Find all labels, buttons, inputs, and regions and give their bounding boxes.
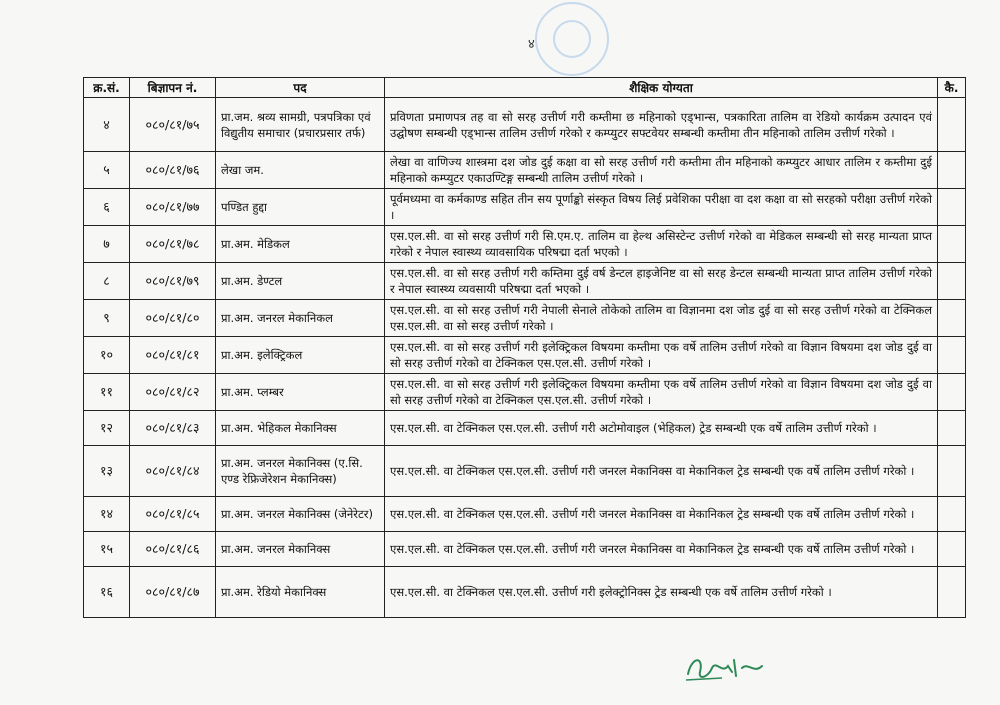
cell-ad-no: ०८०/८१/७९ [130,263,216,300]
cell-sn: १६ [84,567,130,618]
cell-ad-no: ०८०/८१/७७ [130,189,216,226]
cell-sn: ६ [84,189,130,226]
cell-post: प्रा.अम. डेण्टल [216,263,385,300]
cell-remarks [938,263,966,300]
cell-remarks [938,446,966,497]
cell-post: प्रा.अम. जनरल मेकानिक्स (ए.सि. एण्ड रेफ्रिजेरेशन मेकानिक्स) [216,446,385,497]
cell-remarks [938,226,966,263]
header-ad-no: बिज्ञापन नं. [130,78,216,98]
cell-ad-no: ०८०/८१/८६ [130,532,216,567]
cell-sn: १४ [84,497,130,532]
cell-sn: ८ [84,263,130,300]
table-row [84,98,966,152]
cell-ad-no: ०८०/८१/८० [130,300,216,337]
cell-ad-no: ०८०/८१/८२ [130,374,216,411]
cell-qualification: एस.एल.सी. वा सो सरह उत्तीर्ण गरी नेपाली सेनाले तोकेको तालिम वा विज्ञानमा दश जोड दुई वा सो सरह उत्तीर्ण गरेको वा टेक्निकल एस.एल.सी. वा सो सरह उत्तीर्ण गरेको । [385,300,938,337]
cell-qualification: एस.एल.सी. वा सो सरह उत्तीर्ण गरी कम्तिमा दुई वर्ष डेन्टल हाइजेनिष्ट वा सो सरह डेन्टल सम्बन्धी मान्यता प्राप्त तालिम उत्तीर्ण गरेको र नेपाल स्वास्थ्य व्यवसायी परिषद्मा दर्ता भएको । [385,263,938,300]
cell-ad-no: ०८०/८१/८३ [130,411,216,446]
cell-remarks [938,300,966,337]
cell-ad-no: ०८०/८१/८७ [130,567,216,618]
cell-remarks [938,189,966,226]
cell-qualification: एस.एल.सी. वा टेक्निकल एस.एल.सी. उत्तीर्ण गरी जनरल मेकानिक्स वा मेकानिकल ट्रेड सम्बन्धी एक वर्षे तालिम उत्तीर्ण गरेको । [385,497,938,532]
cell-ad-no: ०८०/८१/८१ [130,337,216,374]
cell-remarks [938,374,966,411]
cell-remarks [938,98,966,152]
cell-qualification: एस.एल.सी. वा टेक्निकल एस.एल.सी. उत्तीर्ण गरी अटोमोवाइल (भेहिकल) ट्रेड सम्बन्धी एक वर्षे तालिम उत्तीर्ण गरेको । [385,411,938,446]
table-row [84,532,966,567]
cell-sn: ५ [84,152,130,189]
cell-remarks [938,411,966,446]
table-row [84,411,966,446]
cell-qualification: लेखा वा वाणिज्य शास्त्रमा दश जोड दुई कक्षा वा सो सरह उत्तीर्ण गरी कम्तीमा तीन महिनाको कम्प्युटर आधार तालिम र कम्तीमा दुई महिनाको कम्प्युटर एकाउण्टिङ्ग सम्बन्धी तालिम उत्तीर्ण गरेको । [385,152,938,189]
cell-sn: ११ [84,374,130,411]
cell-remarks [938,152,966,189]
cell-post: लेखा जम. [216,152,385,189]
cell-post: प्रा.अम. रेडियो मेकानिक्स [216,567,385,618]
header-post: पद [216,78,385,98]
table-row [84,337,966,374]
cell-qualification: एस.एल.सी. वा सो सरह उत्तीर्ण गरी इलेक्ट्रिकल विषयमा कम्तीमा एक वर्षे तालिम उत्तीर्ण गरेको वा विज्ञान विषयमा दश जोड दुई वा सो सरह उत्तीर्ण गरेको वा टेक्निकल एस.एल.सी. उत्तीर्ण गरेको । [385,374,938,411]
cell-sn: १३ [84,446,130,497]
cell-qualification: एस.एल.सी. वा सो सरह उत्तीर्ण गरी इलेक्ट्रिकल विषयमा कम्तीमा एक वर्षे तालिम उत्तीर्ण गरेको वा विज्ञान विषयमा दश जोड दुई वा सो सरह उत्तीर्ण गरेको वा टेक्निकल एस.एल.सी. उत्तीर्ण गरेको । [385,337,938,374]
cell-ad-no: ०८०/८१/७५ [130,98,216,152]
cell-post: प्रा.अम. प्लम्बर [216,374,385,411]
table-row [84,567,966,618]
cell-qualification: एस.एल.सी. वा टेक्निकल एस.एल.सी. उत्तीर्ण गरी इलेक्ट्रोनिक्स ट्रेड सम्बन्धी एक वर्षे तालिम उत्तीर्ण गरेको । [385,567,938,618]
cell-post: प्रा.अम. जनरल मेकानिक्स (जेनेरेटर) [216,497,385,532]
table-row [84,189,966,226]
table-row [84,497,966,532]
cell-sn: ४ [84,98,130,152]
cell-ad-no: ०८०/८१/८५ [130,497,216,532]
table-row [84,226,966,263]
table-row [84,446,966,497]
cell-ad-no: ०८०/८१/८४ [130,446,216,497]
signature [682,650,772,686]
cell-post: प्रा.अम. इलेक्ट्रिकल [216,337,385,374]
header-remarks: कै. [938,78,966,98]
office-stamp [535,2,609,76]
cell-post: पण्डित हुद्दा [216,189,385,226]
cell-sn: ९ [84,300,130,337]
table-row [84,374,966,411]
table-row [84,300,966,337]
qualification-table [83,77,966,618]
cell-post: प्रा.जम. श्रव्य सामग्री, पत्रपत्रिका एवं विद्युतीय समाचार (प्रचारप्रसार तर्फ) [216,98,385,152]
cell-sn: ७ [84,226,130,263]
cell-sn: १२ [84,411,130,446]
cell-ad-no: ०८०/८१/७८ [130,226,216,263]
table-header-row [84,78,966,98]
cell-sn: १० [84,337,130,374]
cell-qualification: एस.एल.सी. वा टेक्निकल एस.एल.सी. उत्तीर्ण गरी जनरल मेकानिक्स वा मेकानिकल ट्रेड सम्बन्धी एक वर्षे तालिम उत्तीर्ण गरेको । [385,446,938,497]
cell-qualification: पूर्वमध्यमा वा कर्मकाण्ड सहित तीन सय पूर्णाङ्को संस्कृत विषय लिई प्रवेशिका परीक्षा वा दश कक्षा वा सो सरहको परीक्षा उत्तीर्ण गरेको । [385,189,938,226]
cell-post: प्रा.अम. भेहिकल मेकानिक्स [216,411,385,446]
table-row [84,263,966,300]
cell-remarks [938,532,966,567]
cell-sn: १५ [84,532,130,567]
cell-qualification: प्रविणता प्रमाणपत्र तह वा सो सरह उत्तीर्ण गरी कम्तीमा छ महिनाको एड्भान्स, पत्रकारिता तालिम वा रेडियो कार्यक्रम उत्पादन एवं उद्घोषण सम्बन्धी एड्भान्स तालिम उत्तीर्ण गरेको र कम्प्युटर सफ्टवेयर सम्बन्धी कम्तीमा तीन महिनाको तालिम उत्तीर्ण गरेको । [385,98,938,152]
cell-post: प्रा.अम. जनरल मेकानिक्स [216,532,385,567]
table-body [84,98,966,618]
cell-remarks [938,337,966,374]
cell-post: प्रा.अम. मेडिकल [216,226,385,263]
table-row [84,152,966,189]
header-qualification: शैक्षिक योग्यता [385,78,938,98]
cell-ad-no: ०८०/८१/७६ [130,152,216,189]
cell-remarks [938,567,966,618]
cell-qualification: एस.एल.सी. वा सो सरह उत्तीर्ण गरी सि.एम.ए. तालिम वा हेल्थ असिस्टेन्ट उत्तीर्ण गरेको वा मेडिकल सम्बन्धी सो सरह मान्यता प्राप्त गरेको र नेपाल स्वास्थ्य व्यावसायिक परिषद्मा दर्ता भएको । [385,226,938,263]
cell-post: प्रा.अम. जनरल मेकानिकल [216,300,385,337]
page-number: ४ [528,37,535,52]
header-sn: क्र.सं. [84,78,130,98]
cell-remarks [938,497,966,532]
cell-qualification: एस.एल.सी. वा टेक्निकल एस.एल.सी. उत्तीर्ण गरी जनरल मेकानिक्स वा मेकानिकल ट्रेड सम्बन्धी एक वर्षे तालिम उत्तीर्ण गरेको । [385,532,938,567]
